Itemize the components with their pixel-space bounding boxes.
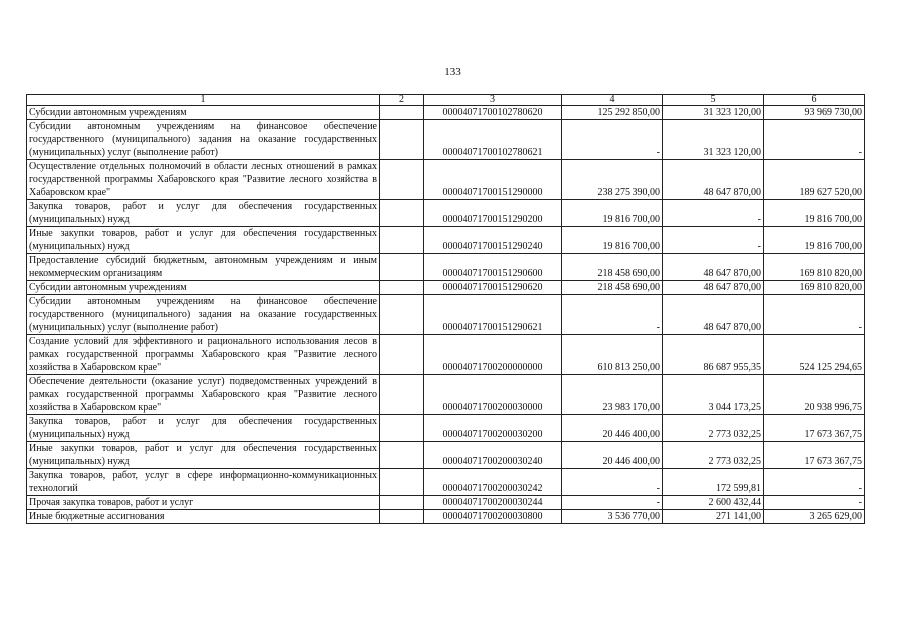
row-col4: 218 458 690,00 <box>562 254 663 281</box>
row-col4: 23 983 170,00 <box>562 375 663 415</box>
row-col4: 3 536 770,00 <box>562 510 663 524</box>
header-row <box>27 95 865 106</box>
row-col6: 19 816 700,00 <box>764 227 865 254</box>
row-col2 <box>380 442 424 469</box>
row-code: 00004071700200030242 <box>424 469 562 496</box>
row-col5: 31 323 120,00 <box>663 106 764 120</box>
row-code: 00004071700200030000 <box>424 375 562 415</box>
row-col6: 17 673 367,75 <box>764 415 865 442</box>
table-row <box>27 227 865 254</box>
row-col5: 31 323 120,00 <box>663 120 764 160</box>
row-code: 00004071700151290600 <box>424 254 562 281</box>
row-col5: 271 141,00 <box>663 510 764 524</box>
header-col-6: 6 <box>764 95 865 106</box>
row-name: Осуществление отдельных полномочий в области лесных отношений в рамках государственной программы Хабаровского края "Развитие лесного хозяйства в Хабаровском крае" <box>27 160 380 200</box>
row-col6: - <box>764 496 865 510</box>
row-col5: 2 773 032,25 <box>663 442 764 469</box>
row-col4: 19 816 700,00 <box>562 227 663 254</box>
row-col6: 189 627 520,00 <box>764 160 865 200</box>
row-name: Прочая закупка товаров, работ и услуг <box>27 496 380 510</box>
row-col5: 48 647 870,00 <box>663 160 764 200</box>
row-col5: 48 647 870,00 <box>663 295 764 335</box>
row-col5: 48 647 870,00 <box>663 254 764 281</box>
row-col2 <box>380 295 424 335</box>
row-col4: 19 816 700,00 <box>562 200 663 227</box>
row-name: Предоставление субсидий бюджетным, автономным учреждениям и иным некоммерческим организациям <box>27 254 380 281</box>
table-row <box>27 160 865 200</box>
row-col2 <box>380 335 424 375</box>
header-col-1: 1 <box>27 95 380 106</box>
row-code: 00004071700200030240 <box>424 442 562 469</box>
row-col5: 48 647 870,00 <box>663 281 764 295</box>
row-col5: - <box>663 227 764 254</box>
header-col-5: 5 <box>663 95 764 106</box>
row-col6: 19 816 700,00 <box>764 200 865 227</box>
row-col2 <box>380 160 424 200</box>
row-code: 00004071700200030200 <box>424 415 562 442</box>
row-col6: 3 265 629,00 <box>764 510 865 524</box>
row-col4: 125 292 850,00 <box>562 106 663 120</box>
row-col2 <box>380 415 424 442</box>
table-row <box>27 415 865 442</box>
row-col5: 3 044 173,25 <box>663 375 764 415</box>
row-col6: 169 810 820,00 <box>764 254 865 281</box>
table-row <box>27 510 865 524</box>
row-name: Закупка товаров, работ и услуг для обеспечения государственных (муниципальных) нужд <box>27 415 380 442</box>
row-col2 <box>380 496 424 510</box>
row-col4: 218 458 690,00 <box>562 281 663 295</box>
table-row <box>27 106 865 120</box>
row-code: 00004071700200030800 <box>424 510 562 524</box>
row-col4: 610 813 250,00 <box>562 335 663 375</box>
row-col6: - <box>764 120 865 160</box>
row-code: 00004071700151290620 <box>424 281 562 295</box>
table-row <box>27 375 865 415</box>
row-col5: 86 687 955,35 <box>663 335 764 375</box>
row-code: 00004071700151290621 <box>424 295 562 335</box>
row-col4: - <box>562 120 663 160</box>
row-code: 00004071700102780621 <box>424 120 562 160</box>
row-col2 <box>380 120 424 160</box>
row-col2 <box>380 375 424 415</box>
row-col6: - <box>764 295 865 335</box>
row-col5: 2 600 432,44 <box>663 496 764 510</box>
row-name: Иные закупки товаров, работ и услуг для обеспечения государственных (муниципальных) нужд <box>27 227 380 254</box>
header-col-4: 4 <box>562 95 663 106</box>
row-name: Иные закупки товаров, работ и услуг для обеспечения государственных (муниципальных) нужд <box>27 442 380 469</box>
table-row <box>27 120 865 160</box>
row-col4: - <box>562 469 663 496</box>
row-col6: 524 125 294,65 <box>764 335 865 375</box>
row-col6: 20 938 996,75 <box>764 375 865 415</box>
table-row <box>27 496 865 510</box>
table-row <box>27 200 865 227</box>
header-col-2: 2 <box>380 95 424 106</box>
row-name: Субсидии автономным учреждениям <box>27 106 380 120</box>
row-code: 00004071700200000000 <box>424 335 562 375</box>
header-col-3: 3 <box>424 95 562 106</box>
row-col6: - <box>764 469 865 496</box>
row-name: Создание условий для эффективного и рационального использования лесов в рамках государственной программы Хабаровского края "Развитие лесного хозяйства в Хабаровском крае" <box>27 335 380 375</box>
table-row <box>27 281 865 295</box>
page-number: 133 <box>444 66 461 78</box>
table-row <box>27 254 865 281</box>
row-col6: 169 810 820,00 <box>764 281 865 295</box>
budget-table <box>26 94 865 524</box>
row-col2 <box>380 106 424 120</box>
row-col4: - <box>562 295 663 335</box>
row-code: 00004071700102780620 <box>424 106 562 120</box>
row-code: 00004071700151290200 <box>424 200 562 227</box>
row-col6: 93 969 730,00 <box>764 106 865 120</box>
row-col2 <box>380 469 424 496</box>
table-row <box>27 469 865 496</box>
row-col2 <box>380 227 424 254</box>
row-col4: 238 275 390,00 <box>562 160 663 200</box>
table-row <box>27 442 865 469</box>
row-name: Субсидии автономным учреждениям <box>27 281 380 295</box>
row-name: Закупка товаров, работ, услуг в сфере информационно-коммуникационных технологий <box>27 469 380 496</box>
row-col2 <box>380 281 424 295</box>
row-col5: 2 773 032,25 <box>663 415 764 442</box>
row-col4: - <box>562 496 663 510</box>
table-row <box>27 295 865 335</box>
row-col4: 20 446 400,00 <box>562 415 663 442</box>
row-name: Иные бюджетные ассигнования <box>27 510 380 524</box>
row-col2 <box>380 510 424 524</box>
row-col4: 20 446 400,00 <box>562 442 663 469</box>
row-name: Обеспечение деятельности (оказание услуг) подведомственных учреждений в рамках государственной программы Хабаровского края "Развитие лесного хозяйства в Хабаровском крае" <box>27 375 380 415</box>
table-row <box>27 335 865 375</box>
row-code: 00004071700151290240 <box>424 227 562 254</box>
row-name: Субсидии автономным учреждениям на финансовое обеспечение государственного (муниципального) задания на оказание государственных (муниципальных) услуг (выполнение работ) <box>27 295 380 335</box>
row-col2 <box>380 200 424 227</box>
row-col2 <box>380 254 424 281</box>
row-name: Закупка товаров, работ и услуг для обеспечения государственных (муниципальных) нужд <box>27 200 380 227</box>
row-name: Субсидии автономным учреждениям на финансовое обеспечение государственного (муниципального) задания на оказание государственных (муниципальных) услуг (выполнение работ) <box>27 120 380 160</box>
row-col6: 17 673 367,75 <box>764 442 865 469</box>
row-code: 00004071700200030244 <box>424 496 562 510</box>
row-code: 00004071700151290000 <box>424 160 562 200</box>
row-col5: 172 599,81 <box>663 469 764 496</box>
row-col5: - <box>663 200 764 227</box>
